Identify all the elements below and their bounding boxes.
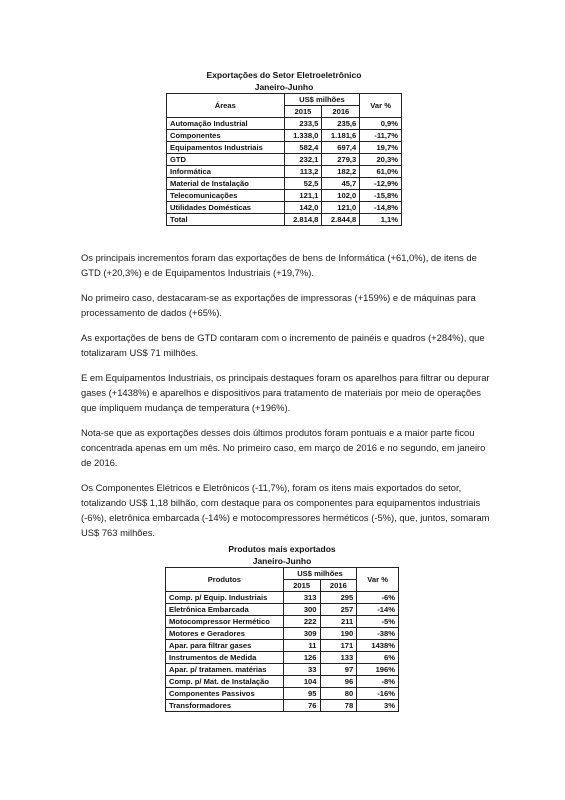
paragraph: Os principais incrementos foram das exportações de bens de Informática (+61,0%), de itens de GTD (+20,3%) e de Equipamentos Industriais (+19,7%). xyxy=(81,252,477,278)
cell-2016: 279,3 xyxy=(322,154,360,166)
row-label: Total xyxy=(167,214,285,226)
cell-2015: 113,2 xyxy=(284,166,322,178)
cell-var: 19,7% xyxy=(360,142,402,154)
table-row xyxy=(167,118,402,130)
cell-2016: 2.844,8 xyxy=(322,214,360,226)
cell-2016: 295 xyxy=(320,592,357,604)
cell-var: 61,0% xyxy=(360,166,402,178)
cell-2016: 235,6 xyxy=(322,118,360,130)
cell-var: -14% xyxy=(357,604,399,616)
row-label: Transformadores xyxy=(166,700,284,712)
table-row xyxy=(166,640,399,652)
table-row xyxy=(167,166,402,178)
table-row xyxy=(167,190,402,202)
cell-2015: 582,4 xyxy=(284,142,322,154)
table-row xyxy=(166,628,399,640)
table2-title: Produtos mais exportados xyxy=(228,544,336,554)
cell-var: 1,1% xyxy=(360,214,402,226)
col-header-areas: Áreas xyxy=(167,94,285,118)
cell-2015: 126 xyxy=(283,652,320,664)
table-row xyxy=(166,604,399,616)
exports-table xyxy=(166,93,402,226)
cell-2015: 33 xyxy=(283,664,320,676)
col-header-group: US$ milhões xyxy=(283,568,357,580)
row-label: GTD xyxy=(167,154,285,166)
cell-2016: 697,4 xyxy=(322,142,360,154)
table-row xyxy=(166,664,399,676)
cell-2016: 121,0 xyxy=(322,202,360,214)
cell-2015: 95 xyxy=(283,688,320,700)
cell-var: -14,8% xyxy=(360,202,402,214)
col-header-2015: 2015 xyxy=(283,580,320,592)
cell-2016: 133 xyxy=(320,652,357,664)
table-row xyxy=(166,688,399,700)
table1-title: Exportações do Setor Eletroeletrônico xyxy=(206,70,362,80)
paragraph: No primeiro caso, destacaram-se as exportações de impressoras (+159%) e de máquinas para processamento de dados (+65%). xyxy=(81,292,476,318)
cell-2015: 104 xyxy=(283,676,320,688)
paragraph: Os Componentes Elétricos e Eletrônicos (-11,7%), foram os itens mais exportados do setor, totalizando US$ 1,18 bilhão, com destaque para os componentes para equipamentos industriais (-6%), eletrônica embarcada (-14%) e motocompressores herméticos (-5%), que, juntos, somaram US$ 763 milhões. xyxy=(81,482,490,538)
cell-2015: 233,5 xyxy=(284,118,322,130)
cell-var: 6% xyxy=(357,652,399,664)
row-label: Material de Instalação xyxy=(167,178,285,190)
table-row xyxy=(166,652,399,664)
row-label: Equipamentos Industriais xyxy=(167,142,285,154)
cell-2016: 97 xyxy=(320,664,357,676)
row-label: Telecomunicações xyxy=(167,190,285,202)
cell-2015: 2.814,8 xyxy=(284,214,322,226)
table-row xyxy=(167,178,402,190)
table-row xyxy=(167,154,402,166)
col-header-products: Produtos xyxy=(166,568,284,592)
table-row xyxy=(167,202,402,214)
cell-2015: 76 xyxy=(283,700,320,712)
row-label: Instrumentos de Medida xyxy=(166,652,284,664)
cell-2015: 142,0 xyxy=(284,202,322,214)
cell-var: -11,7% xyxy=(360,130,402,142)
row-label: Motores e Geradores xyxy=(166,628,284,640)
table-row xyxy=(166,676,399,688)
row-label: Componentes Passivos xyxy=(166,688,284,700)
cell-var: -16% xyxy=(357,688,399,700)
table-row xyxy=(167,130,402,142)
cell-var: -15,8% xyxy=(360,190,402,202)
cell-2015: 52,5 xyxy=(284,178,322,190)
paragraph: E em Equipamentos Industriais, os principais destaques foram os aparelhos para filtrar ou depurar gases (+1438%) e aparelhos e dispositivos para tratamento de materiais por meio de operações que impliquem mudança de temperatura (+196%). xyxy=(81,372,490,413)
col-header-2016: 2016 xyxy=(320,580,357,592)
body-text xyxy=(81,250,491,550)
row-label: Comp. p/ Mat. de Instalação xyxy=(166,676,284,688)
table-row xyxy=(166,616,399,628)
cell-2015: 232,1 xyxy=(284,154,322,166)
row-label: Componentes xyxy=(167,130,285,142)
cell-var: 196% xyxy=(357,664,399,676)
products-table xyxy=(165,567,399,712)
table-row xyxy=(167,142,402,154)
row-label: Eletrônica Embarcada xyxy=(166,604,284,616)
row-label: Apar. para filtrar gases xyxy=(166,640,284,652)
cell-2015: 300 xyxy=(283,604,320,616)
cell-var: 20,3% xyxy=(360,154,402,166)
cell-2016: 78 xyxy=(320,700,357,712)
exports-table-block xyxy=(166,70,402,226)
total-row xyxy=(167,214,402,226)
cell-2016: 102,0 xyxy=(322,190,360,202)
cell-var: 3% xyxy=(357,700,399,712)
table2-subtitle: Janeiro-Junho xyxy=(252,556,312,566)
cell-2015: 313 xyxy=(283,592,320,604)
cell-2015: 11 xyxy=(283,640,320,652)
cell-2016: 80 xyxy=(320,688,357,700)
cell-2015: 309 xyxy=(283,628,320,640)
cell-2015: 121,1 xyxy=(284,190,322,202)
paragraph: Nota-se que as exportações desses dois últimos produtos foram pontuais e a maior parte ficou concentrada apenas em um mês. No primeiro caso, em março de 2016 e no segundo, em janeiro de 2016. xyxy=(81,427,486,468)
cell-2016: 257 xyxy=(320,604,357,616)
row-label: Comp. p/ Equip. Industriais xyxy=(166,592,284,604)
cell-var: 1438% xyxy=(357,640,399,652)
row-label: Informática xyxy=(167,166,285,178)
table-row xyxy=(166,592,399,604)
cell-2016: 211 xyxy=(320,616,357,628)
products-table-block xyxy=(165,544,399,712)
row-label: Utilidades Domésticas xyxy=(167,202,285,214)
cell-2016: 96 xyxy=(320,676,357,688)
cell-2015: 1.338,0 xyxy=(284,130,322,142)
col-header-group: US$ milhões xyxy=(284,94,360,106)
cell-var: 0,9% xyxy=(360,118,402,130)
cell-var: -8% xyxy=(357,676,399,688)
table1-subtitle: Janeiro-Junho xyxy=(254,82,314,92)
cell-2016: 171 xyxy=(320,640,357,652)
cell-2016: 190 xyxy=(320,628,357,640)
cell-var: -12,9% xyxy=(360,178,402,190)
table-row xyxy=(166,700,399,712)
row-label: Automação Industrial xyxy=(167,118,285,130)
cell-2016: 182,2 xyxy=(322,166,360,178)
cell-2015: 222 xyxy=(283,616,320,628)
cell-2016: 45,7 xyxy=(322,178,360,190)
cell-2016: 1.181,6 xyxy=(322,130,360,142)
cell-var: -6% xyxy=(357,592,399,604)
col-header-2016: 2016 xyxy=(322,106,360,118)
col-header-2015: 2015 xyxy=(284,106,322,118)
paragraph: As exportações de bens de GTD contaram com o incremento de painéis e quadros (+284%), que totalizaram US$ 71 milhões. xyxy=(81,332,485,358)
cell-var: -5% xyxy=(357,616,399,628)
col-header-var: Var % xyxy=(360,94,402,118)
row-label: Apar. p/ tratamen. matérias xyxy=(166,664,284,676)
row-label: Motocompressor Hermético xyxy=(166,616,284,628)
col-header-var: Var % xyxy=(357,568,399,592)
cell-var: -38% xyxy=(357,628,399,640)
